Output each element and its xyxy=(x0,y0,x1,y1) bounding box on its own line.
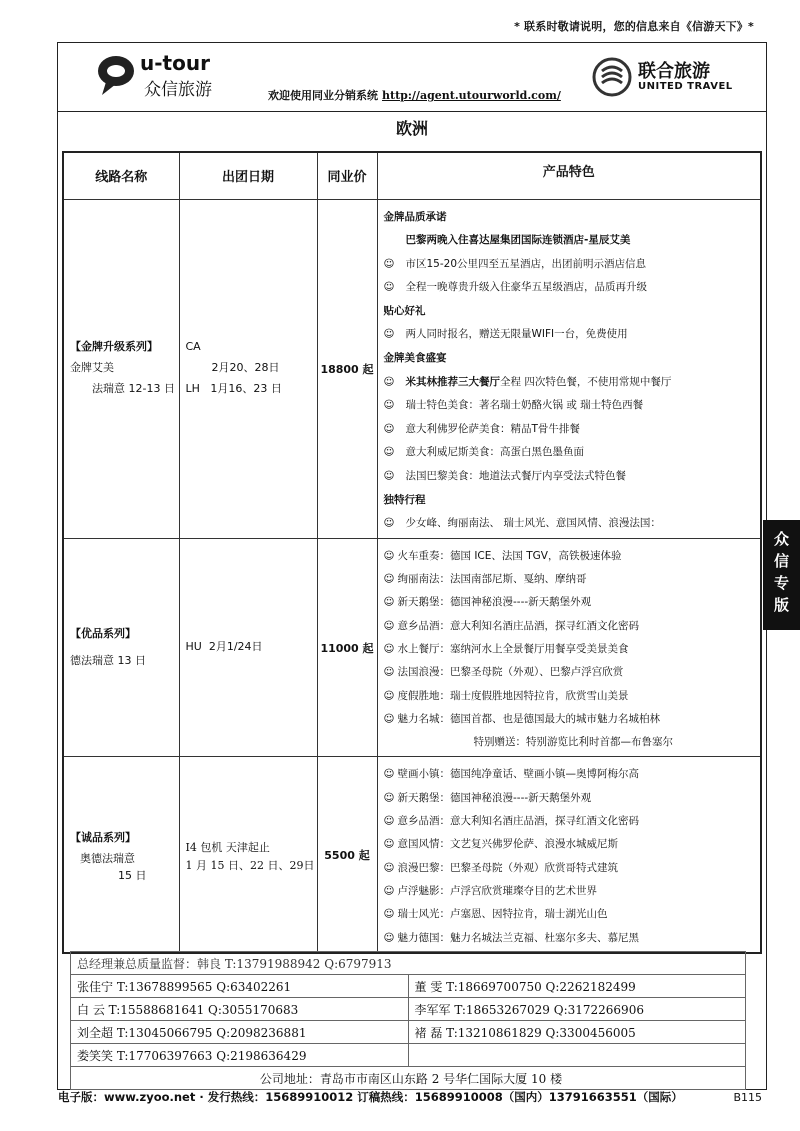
contact-entry: 褚 磊 T:13210861829 Q:3300456005 xyxy=(408,1021,746,1044)
feature-line xyxy=(384,880,757,903)
welcome-line xyxy=(268,87,561,103)
airline: I4 包机 天津起止 xyxy=(185,840,270,854)
feature-text: 绚丽南法：法国南部尼斯、戛纳、摩纳哥 xyxy=(397,573,587,586)
smiley-icon: ☺ xyxy=(383,768,395,781)
utour-logo-cn: 众信旅游 xyxy=(144,80,212,100)
smiley-icon: ☺ xyxy=(383,838,395,851)
contact-entry: 白 云 T:15588681641 Q:3055170683 xyxy=(71,998,409,1021)
series-label: 【金牌升级系列】 xyxy=(70,340,158,354)
feature-line: 贴心好礼 xyxy=(383,304,426,317)
feature-line xyxy=(384,371,757,395)
page-number: B115 xyxy=(733,1091,762,1104)
agent-url-link[interactable]: http://agent.utourworld.com/ xyxy=(382,89,561,102)
departure-cell xyxy=(179,199,317,538)
series-label: 【优品系列】 xyxy=(70,626,136,640)
feature-line xyxy=(384,857,757,880)
route-name-cell xyxy=(63,199,179,538)
feature-line xyxy=(384,545,757,568)
feature-line xyxy=(384,394,757,418)
smiley-icon: ☺ xyxy=(383,517,395,530)
table-header-row xyxy=(63,152,761,199)
smiley-icon: ☺ xyxy=(383,375,395,388)
departure-cell xyxy=(179,757,317,953)
route-table xyxy=(62,151,762,954)
side-tab-char: 信 xyxy=(773,552,789,570)
feature-text: 水上餐厅：塞纳河水上全景餐厅用餐享受美景美食 xyxy=(397,643,629,655)
region-title: 欧洲 xyxy=(58,111,766,145)
feature-line: 独特行程 xyxy=(383,493,426,506)
feature-text: 意大利威尼斯美食：高蛋白黑色墨鱼面 xyxy=(405,446,584,459)
feature-text: 意乡品酒：意大利知名酒庄品酒，探寻红酒文化密码 xyxy=(397,619,639,632)
united-travel-logo xyxy=(592,57,742,101)
departure-cell xyxy=(179,538,317,757)
footer: 电子版：www.zyoo.net · 发行热线：15689910012 订稿热线：15689910008（国内）13791663551（国际） xyxy=(58,1090,683,1104)
feature-line xyxy=(384,638,757,661)
airline-2: LH xyxy=(185,382,200,396)
smiley-icon: ☺ xyxy=(383,643,395,655)
feature-text: 壁画小镇：德国纯净童话、壁画小镇—奥博阿梅尔高 xyxy=(397,768,639,781)
feature-text: 全程一晚尊贵升级入住豪华五星级酒店，品质再升级 xyxy=(405,281,647,294)
smiley-icon: ☺ xyxy=(383,619,395,632)
contact-row xyxy=(71,1021,746,1044)
smiley-icon: ☺ xyxy=(383,257,395,270)
feature-line: 金牌品质承诺 xyxy=(383,210,447,223)
feature-line xyxy=(384,787,757,810)
company-address: 公司地址：青岛市市南区山东路 2 号华仁国际大厦 10 楼 xyxy=(71,1067,746,1090)
col-features: 产品特色 xyxy=(377,152,761,199)
features-cell xyxy=(377,199,761,538)
smiley-icon: ☺ xyxy=(383,446,395,459)
route-name: 德法瑞意 13 日 xyxy=(70,653,146,667)
airline: CA xyxy=(185,340,201,354)
contact-entry: 董 雯 T:18669700750 Q:2262182499 xyxy=(408,975,746,998)
smiley-icon: ☺ xyxy=(383,549,395,562)
contacts-table xyxy=(70,951,746,1090)
airline: HU xyxy=(185,640,202,654)
smiley-icon: ☺ xyxy=(383,281,395,294)
contact-entry: 张佳宁 T:13678899565 Q:63402261 xyxy=(71,975,409,998)
feature-line xyxy=(384,833,757,856)
feature-text: 意国风情：文艺复兴佛罗伦萨、浪漫水城威尼斯 xyxy=(397,838,618,851)
contact-row xyxy=(71,998,746,1021)
feature-line xyxy=(384,418,757,442)
side-tab-char: 众 xyxy=(773,530,789,548)
feature-text: 浪漫巴黎：巴黎圣母院（外观）欣赏哥特式建筑 xyxy=(397,861,618,874)
smiley-icon: ☺ xyxy=(383,791,395,804)
route-name: 金牌艾美 xyxy=(70,361,114,375)
col-route-name: 线路名称 xyxy=(63,152,179,199)
feature-text: 卢浮魅影：卢浮宫欣赏璀璨夺目的艺术世界 xyxy=(397,884,597,897)
side-tab xyxy=(763,520,800,630)
smiley-icon: ☺ xyxy=(383,712,395,725)
feature-line xyxy=(384,568,757,591)
feature-text: 意大利佛罗伦萨美食：精品T骨牛排餐 xyxy=(405,422,580,435)
feature-highlight: 米其林推荐三大餐厅 xyxy=(405,375,500,388)
feature-line: 巴黎两晚入住喜达屋集团国际连锁酒店-星辰艾美 xyxy=(405,234,631,247)
feature-line xyxy=(384,591,757,614)
departure-dates: 2月20、28日 xyxy=(211,361,280,375)
feature-text: 度假胜地：瑞士度假胜地因特拉肯，欣赏雪山美景 xyxy=(397,689,629,702)
feature-line xyxy=(384,253,757,277)
feature-line: 特别赠送：特别游览比利时首都—布鲁塞尔 xyxy=(473,736,673,749)
feature-text: 全程 四次特色餐，不使用常规中餐厅 xyxy=(500,375,672,388)
feature-text: 两人同时报名，赠送无限量WIFI一台，免费使用 xyxy=(405,328,628,341)
contact-entry: 李军军 T:18653267029 Q:3172266906 xyxy=(408,998,746,1021)
departure-dates: 1 月 15 日、22 日、29日 xyxy=(185,858,315,872)
smiley-icon: ☺ xyxy=(383,908,395,921)
route-name: 奥德法瑞意 xyxy=(80,852,135,866)
feature-line: 金牌美食盛宴 xyxy=(383,352,447,365)
feature-line xyxy=(384,512,757,536)
feature-line xyxy=(384,441,757,465)
welcome-text: 欢迎使用同业分销系统 xyxy=(268,89,378,102)
utour-logo-en: u-tour xyxy=(140,51,210,75)
smiley-icon: ☺ xyxy=(383,470,395,483)
united-travel-en: UNITED TRAVEL xyxy=(638,81,733,92)
departure-line-2 xyxy=(186,379,317,400)
feature-line xyxy=(384,465,757,489)
route-name-cell xyxy=(63,757,179,953)
table-row xyxy=(63,199,761,538)
feature-line xyxy=(384,685,757,708)
col-trade-price: 同业价 xyxy=(317,152,377,199)
smiley-icon: ☺ xyxy=(383,689,395,702)
departure-dates-2: 1月16、23 日 xyxy=(210,382,282,396)
contact-row xyxy=(71,952,746,975)
route-name-2: 法瑞意 12-13 日 xyxy=(92,382,175,396)
page-frame xyxy=(57,42,767,1090)
feature-line xyxy=(384,763,757,786)
feature-text: 瑞士风光：卢塞恩、因特拉肯，瑞士湖光山色 xyxy=(397,908,608,921)
feature-line xyxy=(384,323,757,347)
col-departure-date: 出团日期 xyxy=(179,152,317,199)
feature-text: 魅力德国：魅力名城法兰克福、杜塞尔多夫、慕尼黑 xyxy=(397,931,639,944)
feature-text: 魅力名城：德国首都、也是德国最大的城市魅力名城柏林 xyxy=(397,712,660,725)
contact-row xyxy=(71,975,746,998)
feature-text: 法国浪漫：巴黎圣母院（外观）、巴黎卢浮宫欣赏 xyxy=(397,666,624,679)
feature-text: 法国巴黎美食：地道法式餐厅内享受法式特色餐 xyxy=(405,470,626,483)
contact-entry: 刘全超 T:13045066795 Q:2098236881 xyxy=(71,1021,409,1044)
feature-line xyxy=(384,810,757,833)
feature-line xyxy=(384,903,757,926)
contact-blank xyxy=(408,1044,746,1067)
contact-entry: 娄笑笑 T:17706397663 Q:2198636429 xyxy=(71,1044,409,1067)
utour-logo xyxy=(96,51,266,101)
feature-line xyxy=(384,708,757,731)
feature-line xyxy=(384,276,757,300)
feature-text: 瑞士特色美食：著名瑞士奶酪火锅 或 瑞士特色西餐 xyxy=(405,399,644,412)
smiley-icon: ☺ xyxy=(383,884,395,897)
header xyxy=(58,43,766,111)
feature-text: 市区15-20公里四至五星酒店，出团前明示酒店信息 xyxy=(405,257,647,270)
united-travel-emblem-icon xyxy=(592,57,632,97)
smiley-icon: ☺ xyxy=(383,573,395,586)
united-travel-cn: 联合旅游 xyxy=(638,61,710,82)
departure-dates: 2月1/24日 xyxy=(208,640,263,654)
smiley-icon: ☺ xyxy=(383,931,395,944)
smiley-icon: ☺ xyxy=(383,666,395,679)
side-tab-char: 版 xyxy=(773,596,789,614)
feature-text: 少女峰、绚丽南法、 瑞士风光、意国风情、浪漫法国： xyxy=(405,517,661,530)
price: 11000 起 xyxy=(317,538,377,757)
feature-line xyxy=(384,927,757,950)
smiley-icon: ☺ xyxy=(383,596,395,609)
smiley-icon: ☺ xyxy=(383,861,395,874)
feature-text: 火车重奏：德国 ICE、法国 TGV，高铁极速体验 xyxy=(397,549,622,562)
side-tab-char: 专 xyxy=(773,574,789,592)
price: 5500 起 xyxy=(317,757,377,953)
contact-row xyxy=(71,1067,746,1090)
features-cell xyxy=(377,538,761,757)
smiley-icon: ☺ xyxy=(383,815,395,828)
feature-text: 新天鹅堡：德国神秘浪漫----新天鹅堡外观 xyxy=(397,596,592,609)
feature-line xyxy=(384,661,757,684)
price: 18800 起 xyxy=(317,199,377,538)
features-cell xyxy=(377,757,761,953)
table-row xyxy=(63,538,761,757)
feature-line xyxy=(384,615,757,638)
smiley-icon: ☺ xyxy=(383,328,395,341)
contact-row xyxy=(71,1044,746,1067)
smiley-icon: ☺ xyxy=(383,422,395,435)
feature-text: 意乡品酒：意大利知名酒庄品酒，探寻红酒文化密码 xyxy=(397,815,639,828)
feature-text: 新天鹅堡：德国神秘浪漫----新天鹅堡外观 xyxy=(397,791,592,804)
series-label: 【诚品系列】 xyxy=(70,831,136,845)
source-note: * 联系时敬请说明，您的信息来自《信游天下》* xyxy=(514,20,754,33)
route-name-2: 15 日 xyxy=(118,869,147,883)
general-manager: 总经理兼总质量监督：韩良 T:13791988942 Q:6797913 xyxy=(71,952,746,975)
smiley-icon: ☺ xyxy=(383,399,395,412)
table-row xyxy=(63,757,761,953)
route-name-cell xyxy=(63,538,179,757)
